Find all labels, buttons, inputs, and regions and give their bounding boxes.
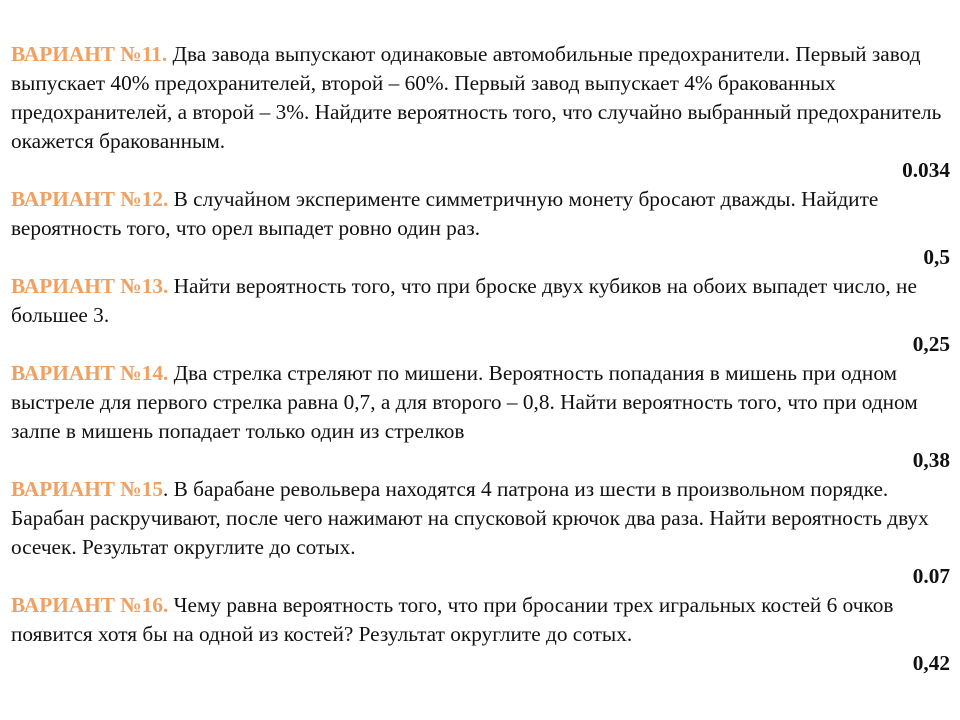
variant-16 [11, 591, 950, 678]
answer-value: 0.07 [912, 564, 950, 588]
answer-value: 0,5 [923, 245, 950, 269]
answer-value: 0,42 [912, 651, 950, 675]
variant-label: ВАРИАНТ №11. [11, 42, 168, 66]
variant-11 [11, 40, 950, 185]
answer-value: 0,38 [912, 448, 950, 472]
variant-15 [11, 475, 950, 591]
task-text [11, 185, 950, 243]
variant-label: ВАРИАНТ №15 [11, 477, 163, 501]
variant-12 [11, 185, 950, 272]
slide-content [11, 40, 950, 678]
variant-14 [11, 359, 950, 475]
variant-label: ВАРИАНТ №16. [11, 593, 169, 617]
task-text [11, 359, 950, 446]
task-text [11, 40, 950, 156]
variant-13 [11, 272, 950, 359]
task-body: В случайном эксперименте симметричную монету бросают дважды. Найдите вероятность того, что орел выпадет ровно один раз. [11, 187, 879, 240]
task-body: Два стрелка стреляют по мишени. Вероятность попадания в мишень при одном выстреле для первого стрелка равна 0,7, а для второго – 0,8. Найти вероятность того, что при одном залпе в мишень попадает только один из стрелков [11, 361, 918, 443]
task-body: Два завода выпускают одинаковые автомобильные предохранители. Первый завод выпускает 40% предохранителей, второй – 60%. Первый завод выпускает 4% бракованных предохранителей, а второй – 3%. Найдите вероятность того, что случайно выбранный предохранитель окажется бракованным. [11, 42, 942, 153]
task-text [11, 591, 950, 649]
variant-label: ВАРИАНТ №12. [11, 187, 169, 211]
task-body: . В барабане револьвера находятся 4 патрона из шести в произвольном порядке. Барабан раскручивают, после чего нажимают на спусковой крючок два раза. Найти вероятность двух осечек. Результат округлите до сотых. [11, 477, 929, 559]
task-body: Найти вероятность того, что при броске двух кубиков на обоих выпадет число, не большее 3. [11, 274, 917, 327]
task-body: Чему равна вероятность того, что при бросании трех игральных костей 6 очков появится хотя бы на одной из костей? Результат округлите до сотых. [11, 593, 894, 646]
answer-value: 0,25 [912, 332, 950, 356]
variant-label: ВАРИАНТ №13. [11, 274, 169, 298]
answer-value: 0.034 [902, 158, 950, 182]
variant-label: ВАРИАНТ №14. [11, 361, 169, 385]
task-text [11, 272, 950, 330]
task-text [11, 475, 950, 562]
